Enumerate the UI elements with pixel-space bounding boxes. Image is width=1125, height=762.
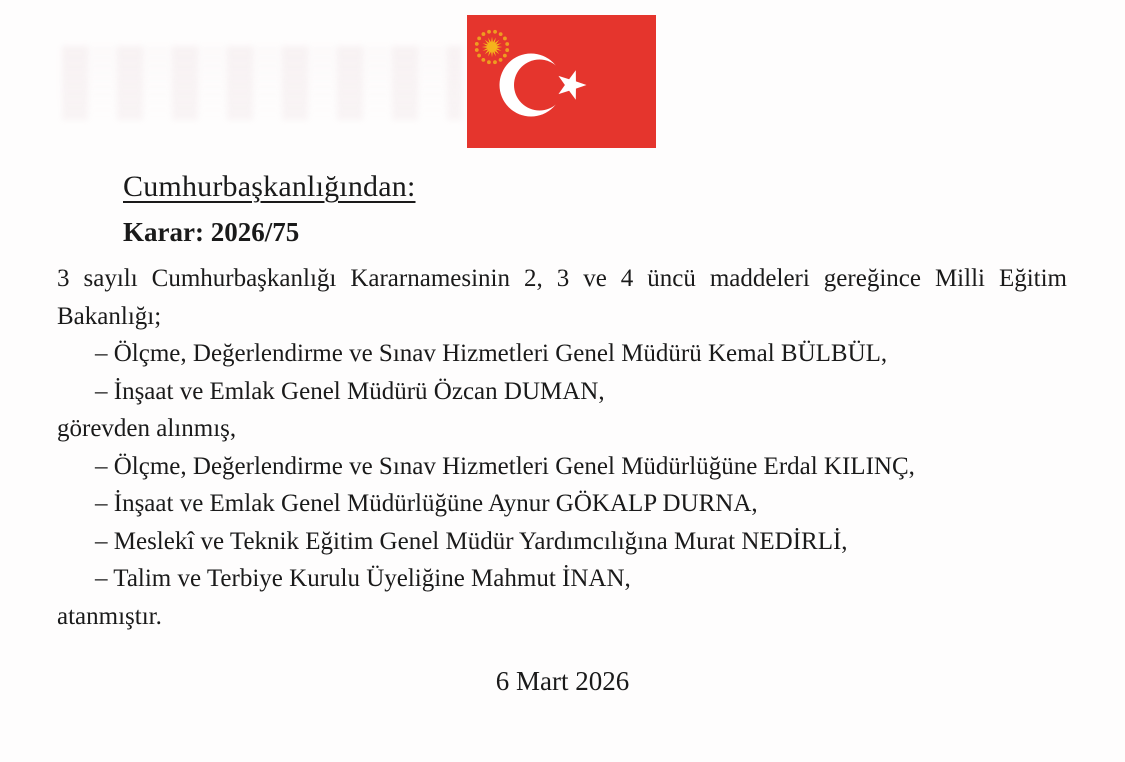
sun-star-dot <box>499 58 503 62</box>
body-line: – İnşaat ve Emlak Genel Müdürlüğüne Aynur GÖKALP DURNA, <box>95 490 758 517</box>
presidential-flag-svg <box>467 15 656 148</box>
document-heading: Cumhurbaşkanlığından: <box>123 170 416 203</box>
body-line: 3 sayılı Cumhurbaşkanlığı Kararnamesinin 2, 3 ve 4 üncü maddeleri gereğince Milli Eğitim <box>57 265 1067 292</box>
sun-star-dot <box>482 32 486 36</box>
sun-star-dot <box>477 54 481 58</box>
crescent-cutout <box>514 60 565 111</box>
sun-star-dot <box>475 42 479 46</box>
body-line: – Ölçme, Değerlendirme ve Sınav Hizmetleri Genel Müdürlüğüne Erdal KILINÇ, <box>95 452 915 480</box>
body-line: – Ölçme, Değerlendirme ve Sınav Hizmetleri Genel Müdürü Kemal BÜLBÜL, <box>95 340 888 367</box>
sun-star-dot <box>487 60 491 64</box>
sun-star-dot <box>505 48 509 52</box>
body-line: – İnşaat ve Emlak Genel Müdürü Özcan DUMAN, <box>95 377 605 405</box>
sun-star-dot <box>475 48 479 52</box>
sun-star-dot <box>493 60 497 64</box>
document-date: 6 Mart 2026 <box>495 666 630 696</box>
sun-star-dot <box>499 32 503 36</box>
sun-star-dot <box>503 54 507 58</box>
decision-number: Karar: 2026/75 <box>123 217 300 247</box>
body-line: görevden alınmış, <box>57 415 237 442</box>
sun-star-dot <box>487 30 491 34</box>
scan-bleed-artifact <box>62 46 462 120</box>
presidential-flag-icon <box>467 15 656 148</box>
sun-icon <box>482 37 502 57</box>
sun-star-dot <box>477 36 481 40</box>
body-line: atanmıştır. <box>57 602 162 630</box>
sun-star-dot <box>481 58 485 62</box>
body-line: – Meslekî ve Teknik Eğitim Genel Müdür Yardımcılığına Murat NEDİRLİ, <box>95 527 848 555</box>
sun-star-dot <box>503 37 507 41</box>
body-line: – Talim ve Terbiye Kurulu Üyeliğine Mahmut İNAN, <box>95 565 631 592</box>
document-body <box>57 260 1067 635</box>
document-header <box>123 168 416 249</box>
sun-star-dot <box>505 42 509 46</box>
body-line: Bakanlığı; <box>57 302 162 330</box>
sun-star-dot <box>493 30 497 34</box>
